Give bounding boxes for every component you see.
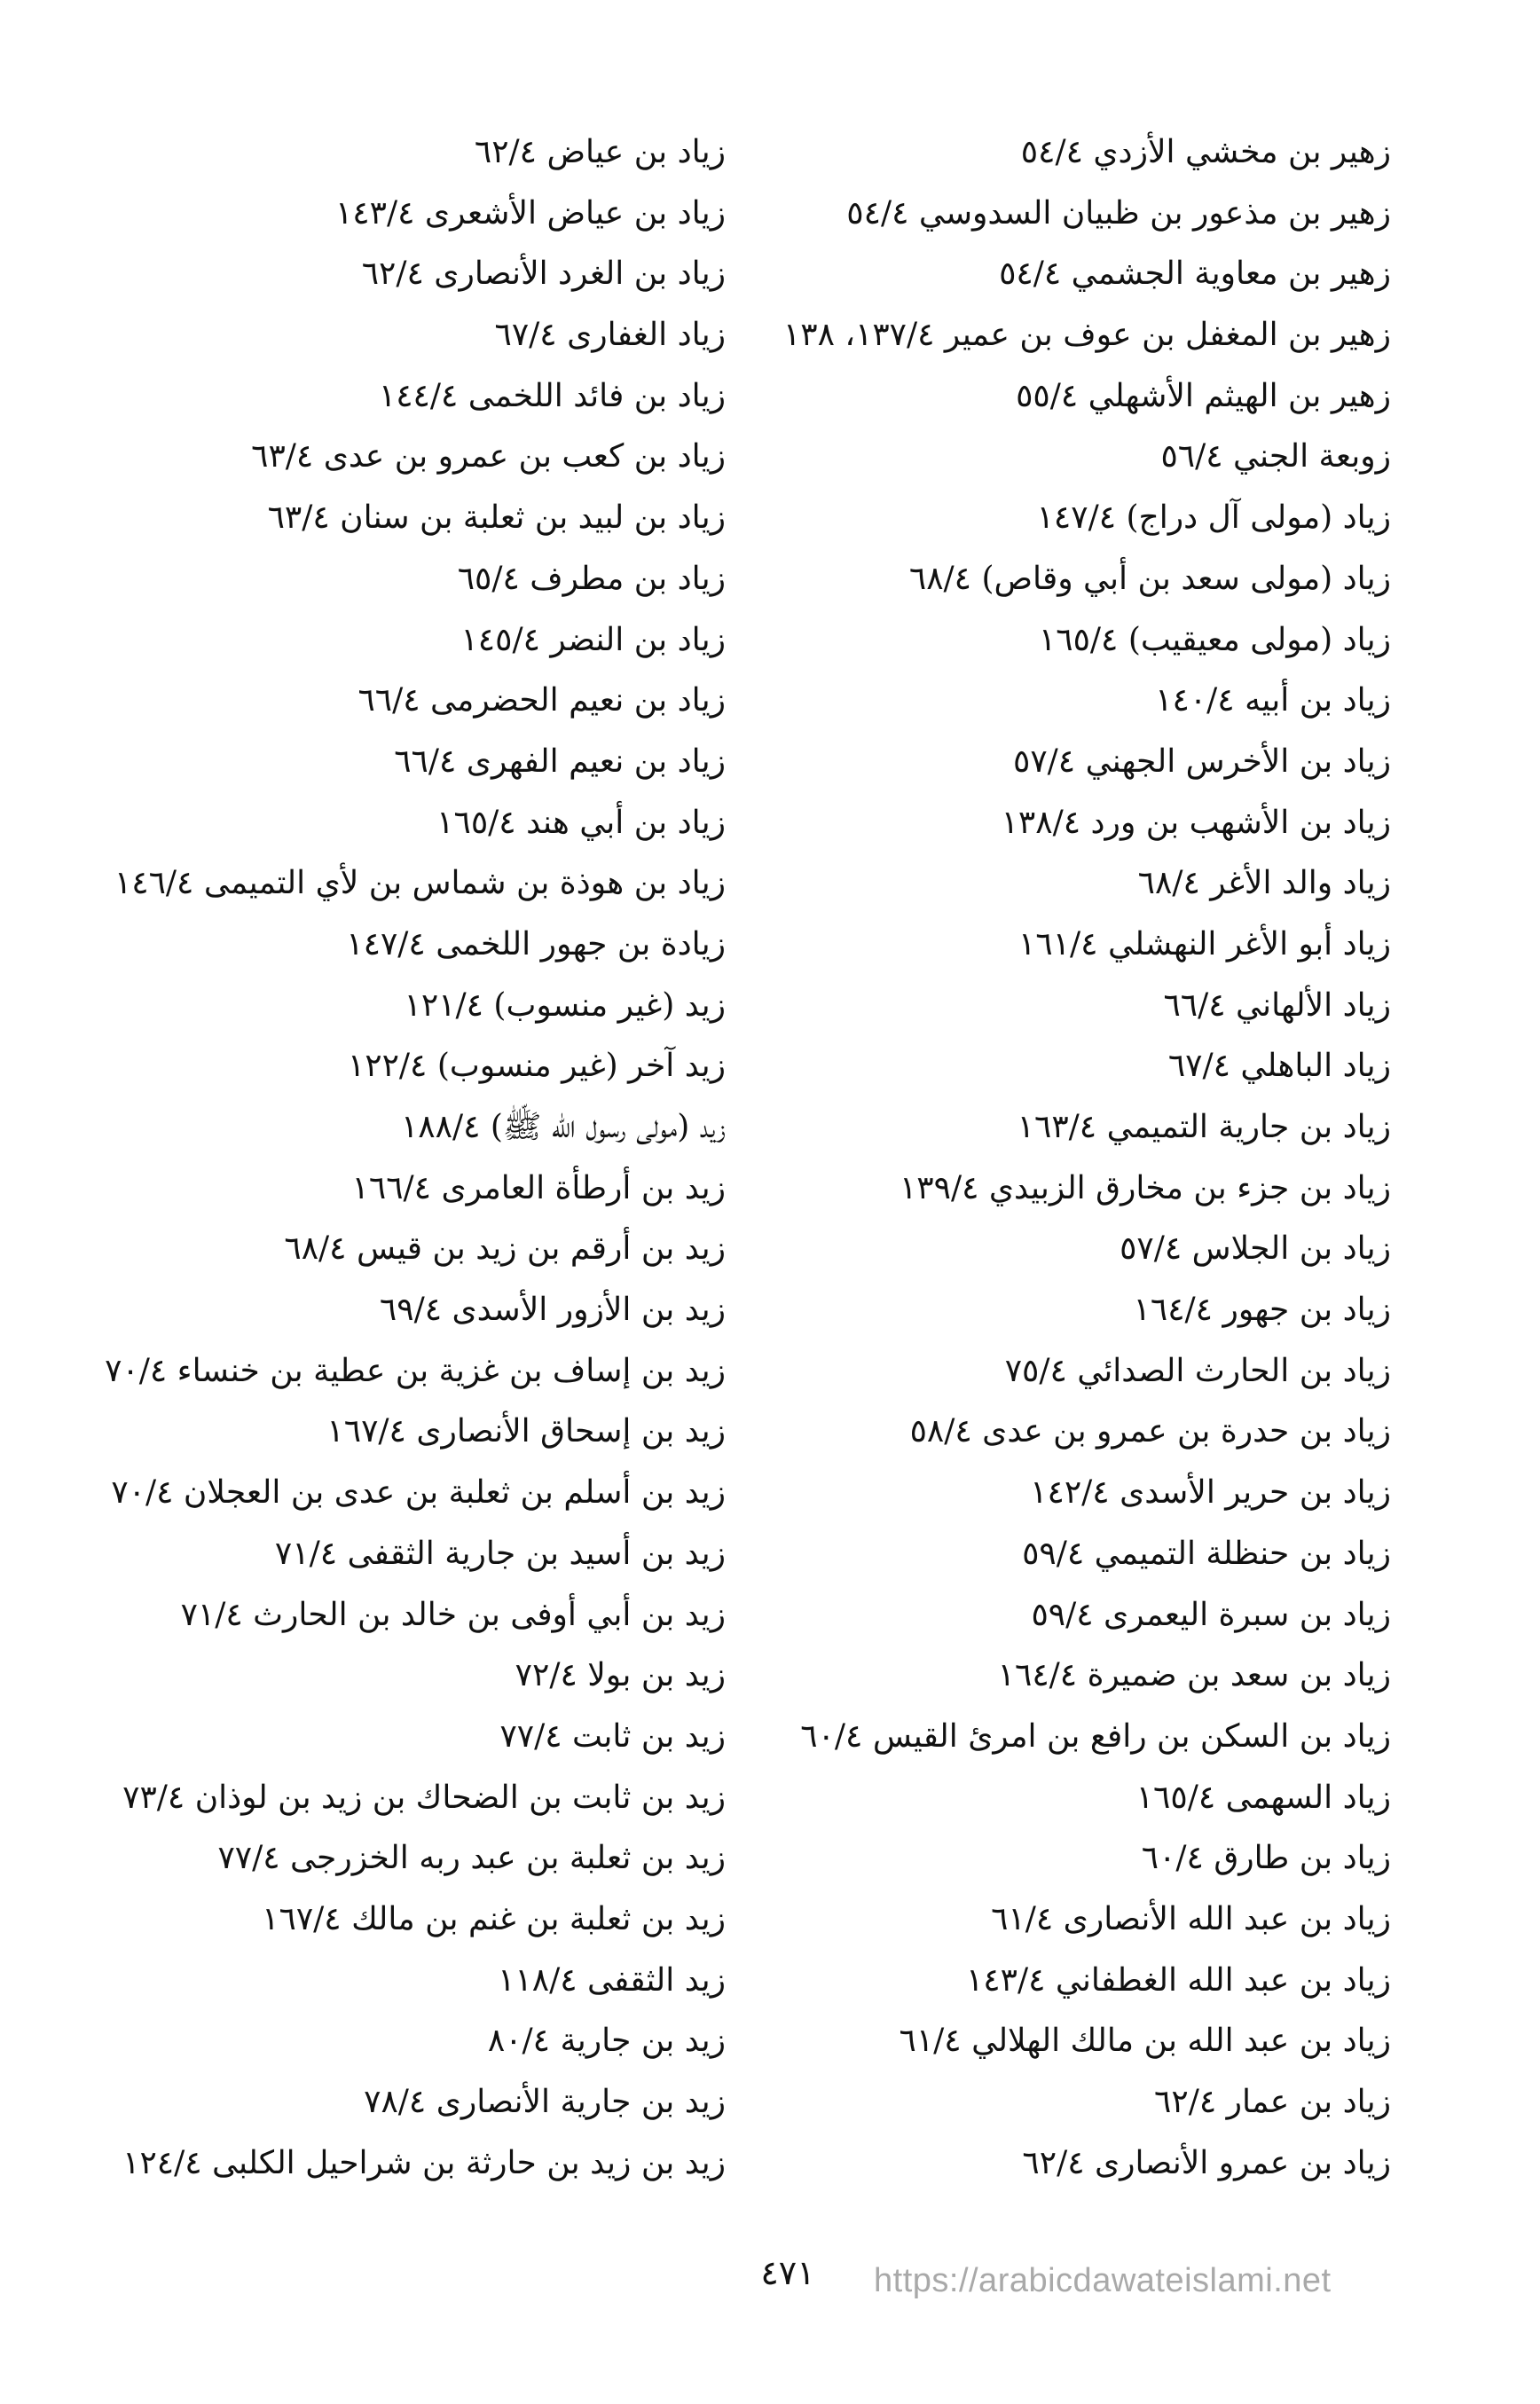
index-entry: زياد بن الحارث الصدائي ٧٥/٤	[1004, 1352, 1391, 1389]
index-entry: زهير بن المغفل بن عوف بن عمير ١٣٧/٤، ١٣٨	[782, 317, 1391, 354]
index-entry: زياد بن نعيم الفهرى ٦٦/٤	[394, 742, 726, 780]
index-entry: زياد بن سعد بن ضميرة ١٦٤/٤	[997, 1657, 1391, 1694]
index-entry: زياد بن لبيد بن ثعلبة بن سنان ٦٣/٤	[267, 499, 726, 537]
index-entry: زهير بن مخشي الأزدي ٥٤/٤	[1020, 134, 1391, 170]
watermark-url: https://arabicdawateislami.net	[874, 2262, 1332, 2299]
index-column-left	[34, 122, 726, 2194]
index-entry: زيد بن جارية ٨٠/٤	[487, 2023, 726, 2060]
index-entry: زوبعة الجني ٥٦/٤	[1160, 438, 1391, 475]
index-entry: زيد بن أسيد بن جارية الثقفى ٧١/٤	[274, 1535, 726, 1572]
index-entry: زياد بن حرير الأسدى ١٤٢/٤	[1030, 1474, 1391, 1512]
index-entry: زياد بن السكن بن رافع بن امرئ القيس ٦٠/٤	[800, 1717, 1391, 1755]
index-entry: زياد بن عياض ٦٢/٤	[474, 134, 726, 170]
index-entry: زيد بن ثعلبة بن غنم بن مالك ١٦٧/٤	[262, 1900, 726, 1937]
index-entry: زياد بن عبد الله الأنصارى ٦١/٤	[991, 1900, 1391, 1937]
index-entry: زياد (مولى معيقيب) ١٦٥/٤	[1038, 621, 1391, 658]
index-entry: زياد بن عبد الله الغطفاني ١٤٣/٤	[965, 1961, 1391, 1999]
index-entry: زياد (مولى سعد بن أبي وقاص) ٦٨/٤	[908, 560, 1391, 597]
index-entry: زياد بن الجلاس ٥٧/٤	[1120, 1230, 1391, 1268]
index-entry: زياد بن الأخرس الجهني ٥٧/٤	[1012, 742, 1391, 780]
index-entry: زياد بن حدرة بن عمرو بن عدى ٥٨/٤	[909, 1413, 1391, 1450]
index-entry: زيد بن ثابت بن الضحاك بن زيد بن لوذان ٧٣/٤	[122, 1779, 726, 1816]
index-entry: زيد بن ثعلبة بن عبد ربه الخزرجى ٧٧/٤	[217, 1840, 726, 1877]
index-entry: زياد بن جزء بن مخارق الزبيدي ١٣٩/٤	[899, 1169, 1391, 1206]
index-entry: زيد آخر (غير منسوب) ١٢٢/٤	[347, 1048, 726, 1085]
index-entry: زياد بن أبي هند ١٦٥/٤	[436, 804, 726, 841]
index-entry: زيد بن زيد بن حارثة بن شراحيل الكلبى ١٢٤/٤	[122, 2144, 726, 2181]
index-entry: زيد بن ثابت ٧٧/٤	[499, 1717, 726, 1755]
index-entry: زيد بن إساف بن غزية بن عطية بن خنساء ٧٠/٤	[105, 1352, 726, 1389]
index-entry: زياد بن فائد اللخمى ١٤٤/٤	[378, 377, 726, 414]
index-entry: زيد بن الأزور الأسدى ٦٩/٤	[379, 1292, 726, 1329]
index-entry: زيد بن جارية الأنصارى ٧٨/٤	[364, 2084, 726, 2120]
index-entry: زيد بن أسلم بن ثعلبة بن عدى بن العجلان ٧٠/٤	[111, 1474, 726, 1512]
index-entry: زياد الغفارى ٦٧/٤	[494, 317, 726, 354]
index-entry: زياد بن عمار ٦٢/٤	[1154, 2084, 1391, 2120]
index-entry: زياد بن نعيم الحضرمى ٦٦/٤	[358, 682, 726, 719]
index-entry: زيادة بن جهور اللخمى ١٤٧/٤	[346, 925, 726, 962]
index-entry: زياد الألهاني ٦٦/٤	[1163, 986, 1391, 1024]
index-entry: زياد بن الغرد الأنصارى ٦٢/٤	[361, 255, 726, 293]
index-entry: زهير بن معاوية الجشمي ٥٤/٤	[999, 255, 1391, 293]
index-entry: زياد بن طارق ٦٠/٤	[1141, 1840, 1391, 1877]
index-entry: زياد بن عبد الله بن مالك الهلالي ٦١/٤	[899, 2023, 1391, 2060]
index-entry: زياد بن جهور ١٦٤/٤	[1133, 1292, 1391, 1329]
index-entry: زهير بن الهيثم الأشهلي ٥٥/٤	[1016, 377, 1391, 414]
index-entry: زيد بن أرقم بن زيد بن قيس ٦٨/٤	[284, 1230, 726, 1268]
index-entry: زيد بن بولا ٧٢/٤	[515, 1657, 726, 1694]
index-entry: زياد بن سبرة اليعمرى ٥٩/٤	[1031, 1596, 1391, 1633]
index-entry: زياد بن عمرو الأنصارى ٦٢/٤	[1022, 2144, 1391, 2181]
index-entry: زيد بن إسحاق الأنصارى ١٦٧/٤	[326, 1413, 726, 1450]
index-entry: زيد (مولى رسول الله ﷺ) ١٨٨/٤	[400, 1109, 726, 1145]
index-entry: زياد بن النضر ١٤٥/٤	[460, 621, 726, 658]
index-entry: زياد بن جارية التميمي ١٦٣/٤	[1017, 1109, 1391, 1145]
index-entry: زياد بن أبيه ١٤٠/٤	[1155, 682, 1391, 719]
index-entry: زيد الثقفى ١١٨/٤	[498, 1961, 726, 1999]
index-entry: زياد بن حنظلة التميمي ٥٩/٤	[1022, 1535, 1391, 1572]
index-entry: زهير بن مذعور بن ظبيان السدوسي ٥٤/٤	[846, 194, 1391, 232]
index-entry: زيد بن أبي أوفى بن خالد بن الحارث ٧١/٤	[180, 1596, 726, 1633]
index-column-right	[770, 122, 1391, 2194]
index-entry: زيد بن أرطأة العامرى ١٦٦/٤	[351, 1169, 726, 1206]
page-number: ٤٧١	[760, 2253, 815, 2292]
index-entry: زياد بن كعب بن عمرو بن عدى ٦٣/٤	[251, 438, 726, 475]
index-entry: زياد (مولى آل دراج) ١٤٧/٤	[1036, 499, 1391, 537]
index-entry: زياد والد الأغر ٦٨/٤	[1137, 865, 1391, 902]
index-entry: زياد بن الأشهب بن ورد ١٣٨/٤	[1001, 804, 1391, 841]
index-entry: زياد بن هوذة بن شماس بن لأي التميمى ١٤٦/٤	[114, 865, 726, 902]
index-entry: زياد أبو الأغر النهشلي ١٦١/٤	[1018, 925, 1391, 962]
index-entry: زياد السهمى ١٦٥/٤	[1135, 1779, 1391, 1816]
index-entry: زياد الباهلي ٦٧/٤	[1167, 1048, 1391, 1085]
index-entry: زياد بن عياض الأشعرى ١٤٣/٤	[334, 194, 726, 232]
index-entry: زياد بن مطرف ٦٥/٤	[457, 560, 726, 597]
index-entry: زيد (غير منسوب) ١٢١/٤	[404, 986, 726, 1024]
